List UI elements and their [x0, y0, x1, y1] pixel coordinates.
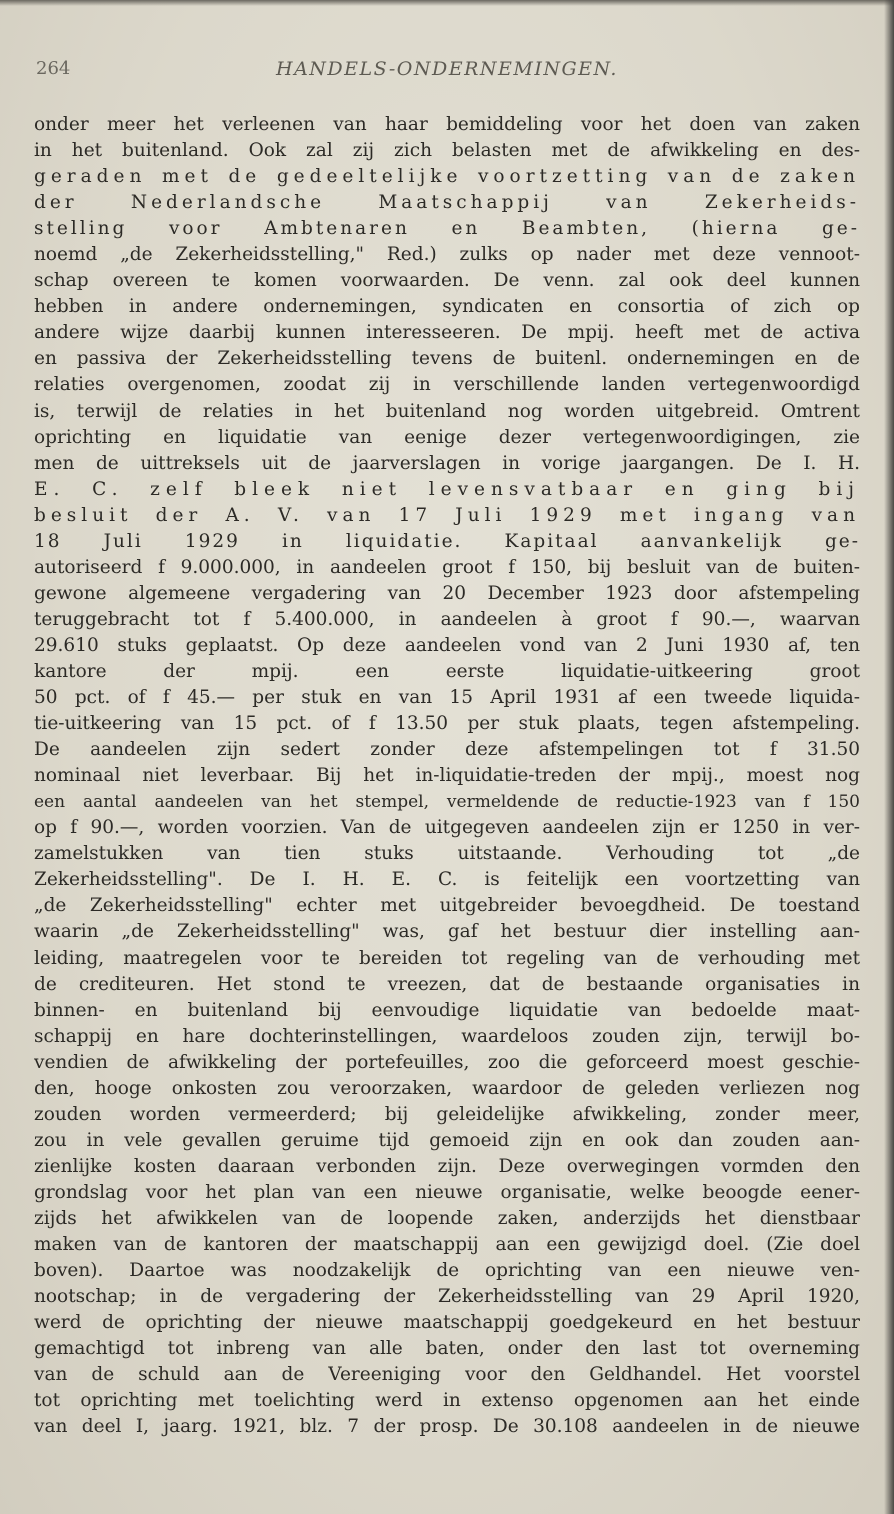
text-line: Zekerheidsstelling". De I. H. E. C. is feitelijk een voortzetting van [34, 869, 860, 891]
scan-edge-right [884, 0, 894, 1514]
text-line: en passiva der Zekerheidsstelling tevens de buitenl. ondernemingen en de [34, 348, 860, 370]
text-line: vendien de afwikkeling der portefeuilles, zoo die geforceerd moest geschie- [34, 1051, 860, 1073]
text-line: van deel I, jaarg. 1921, blz. 7 der prosp. De 30.108 aandeelen in de nieuwe [34, 1416, 860, 1438]
text-line: binnen- en buitenland bij eenvoudige liquidatie van bedoelde maat- [34, 999, 860, 1021]
text-line: werd de oprichting der nieuwe maatschappij goedgekeurd en het bestuur [34, 1312, 860, 1334]
text-line: tot oprichting met toelichting werd in extenso opgenomen aan het einde [34, 1390, 860, 1412]
text-line: van de schuld aan de Vereeniging voor den Geldhandel. Het voorstel [34, 1364, 860, 1386]
text-line: boven). Daartoe was noodzakelijk de oprichting van een nieuwe ven- [34, 1260, 860, 1282]
text-line: autoriseerd f 9.000.000, in aandeelen groot f 150, bij besluit van de buiten- [34, 556, 860, 578]
text-line: schap overeen te komen voorwaarden. De venn. zal ook deel kunnen [34, 270, 860, 292]
text-line: maken van de kantoren der maatschappij aan een gewijzigd doel. (Zie doel [34, 1234, 860, 1256]
text-line: hebben in andere ondernemingen, syndicaten en consortia of zich op [34, 296, 860, 318]
text-line: de crediteuren. Het stond te vreezen, dat de bestaande organisaties in [34, 973, 860, 995]
text-line: zamelstukken van tien stuks uitstaande. Verhouding tot „de [34, 843, 860, 865]
text-line: leiding, maatregelen voor te bereiden tot regeling van de verhouding met [34, 947, 860, 969]
text-line: zienlijke kosten daaraan verbonden zijn. Deze overwegingen vormden den [34, 1155, 860, 1177]
text-line: op f 90.—, worden voorzien. Van de uitgegeven aandeelen zijn er 1250 in ver- [34, 817, 860, 839]
text-line: relaties overgenomen, zoodat zij in verschillende landen vertegenwoordigd [34, 374, 860, 396]
text-line: zou in vele gevallen geruime tijd gemoeid zijn en ook dan zouden aan- [34, 1129, 860, 1151]
text-line: tie-uitkeering van 15 pct. of f 13.50 per stuk plaats, tegen afstempeling. [34, 713, 860, 735]
running-title: HANDELS-ONDERNEMINGEN. [276, 58, 618, 80]
text-line: onder meer het verleenen van haar bemiddeling voor het doen van zaken [34, 114, 860, 135]
text-line: gemachtigd tot inbreng van alle baten, onder den last tot overneming [34, 1338, 860, 1360]
text-line: teruggebracht tot f 5.400.000, in aandeelen à groot f 90.—, waarvan [34, 608, 860, 630]
text-line: E. C. zelf bleek niet levensvatbaar en ging bij [34, 478, 860, 500]
text-line: oprichting en liquidatie van eenige dezer vertegenwoordigingen, zie [34, 426, 860, 448]
text-line: nootschap; in de vergadering der Zekerheidsstelling van 29 April 1920, [34, 1286, 860, 1308]
text-line: 50 pct. of f 45.— per stuk en van 15 April 1931 af een tweede liquida- [34, 687, 860, 709]
text-line: schappij en hare dochterinstellingen, waardeloos zouden zijn, terwijl bo- [34, 1025, 860, 1047]
text-line: „de Zekerheidsstelling" echter met uitgebreider bevoegdheid. De toestand [34, 895, 860, 917]
text-line: men de uittreksels uit de jaarverslagen in vorige jaargangen. De I. H. [34, 452, 860, 474]
text-line: stelling voor Ambtenaren en Beambten, (hierna ge- [34, 218, 860, 240]
scan-edge-top [0, 0, 894, 6]
text-line: besluit der A. V. van 17 Juli 1929 met ingang van [34, 504, 860, 526]
text-line: kantore der mpij. een eerste liquidatie-uitkeering groot [34, 660, 860, 682]
text-line: is, terwijl de relaties in het buitenland nog worden uitgebreid. Omtrent [34, 400, 860, 422]
text-line: gewone algemeene vergadering van 20 December 1923 door afstempeling [34, 582, 860, 604]
text-line: 18 Juli 1929 in liquidatie. Kapitaal aanvankelijk ge- [34, 530, 860, 552]
text-line: andere wijze daarbij kunnen interesseeren. De mpij. heeft met de activa [34, 322, 860, 344]
page-header [36, 58, 858, 88]
page-number: 264 [36, 58, 71, 79]
text-line: waarin „de Zekerheidsstelling" was, gaf het bestuur dier instelling aan- [34, 921, 860, 943]
text-line: noemd „de Zekerheidsstelling," Red.) zulks op nader met deze vennoot- [34, 244, 860, 266]
text-line: der Nederlandsche Maatschappij van Zekerheids- [34, 192, 860, 214]
text-line: De aandeelen zijn sedert zonder deze afstempelingen tot f 31.50 [34, 739, 860, 761]
text-line: in het buitenland. Ook zal zij zich belasten met de afwikkeling en des- [34, 140, 860, 162]
text-line: geraden met de gedeeltelijke voortzetting van de zaken [34, 166, 860, 188]
body-text [34, 112, 860, 1440]
text-line: grondslag voor het plan van een nieuwe organisatie, welke beoogde eener- [34, 1181, 860, 1203]
text-line: zouden worden vermeerderd; bij geleidelijke afwikkeling, zonder meer, [34, 1103, 860, 1125]
text-line: zijds het afwikkelen van de loopende zaken, anderzijds het dienstbaar [34, 1207, 860, 1229]
text-line: 29.610 stuks geplaatst. Op deze aandeelen vond van 2 Juni 1930 af, ten [34, 634, 860, 656]
text-line: den, hooge onkosten zou veroorzaken, waardoor de geleden verliezen nog [34, 1077, 860, 1099]
text-line: nominaal niet leverbaar. Bij het in-liquidatie-treden der mpij., moest nog [34, 765, 860, 787]
text-line: een aantal aandeelen van het stempel, vermeldende de reductie-1923 van f 150 [34, 792, 860, 813]
